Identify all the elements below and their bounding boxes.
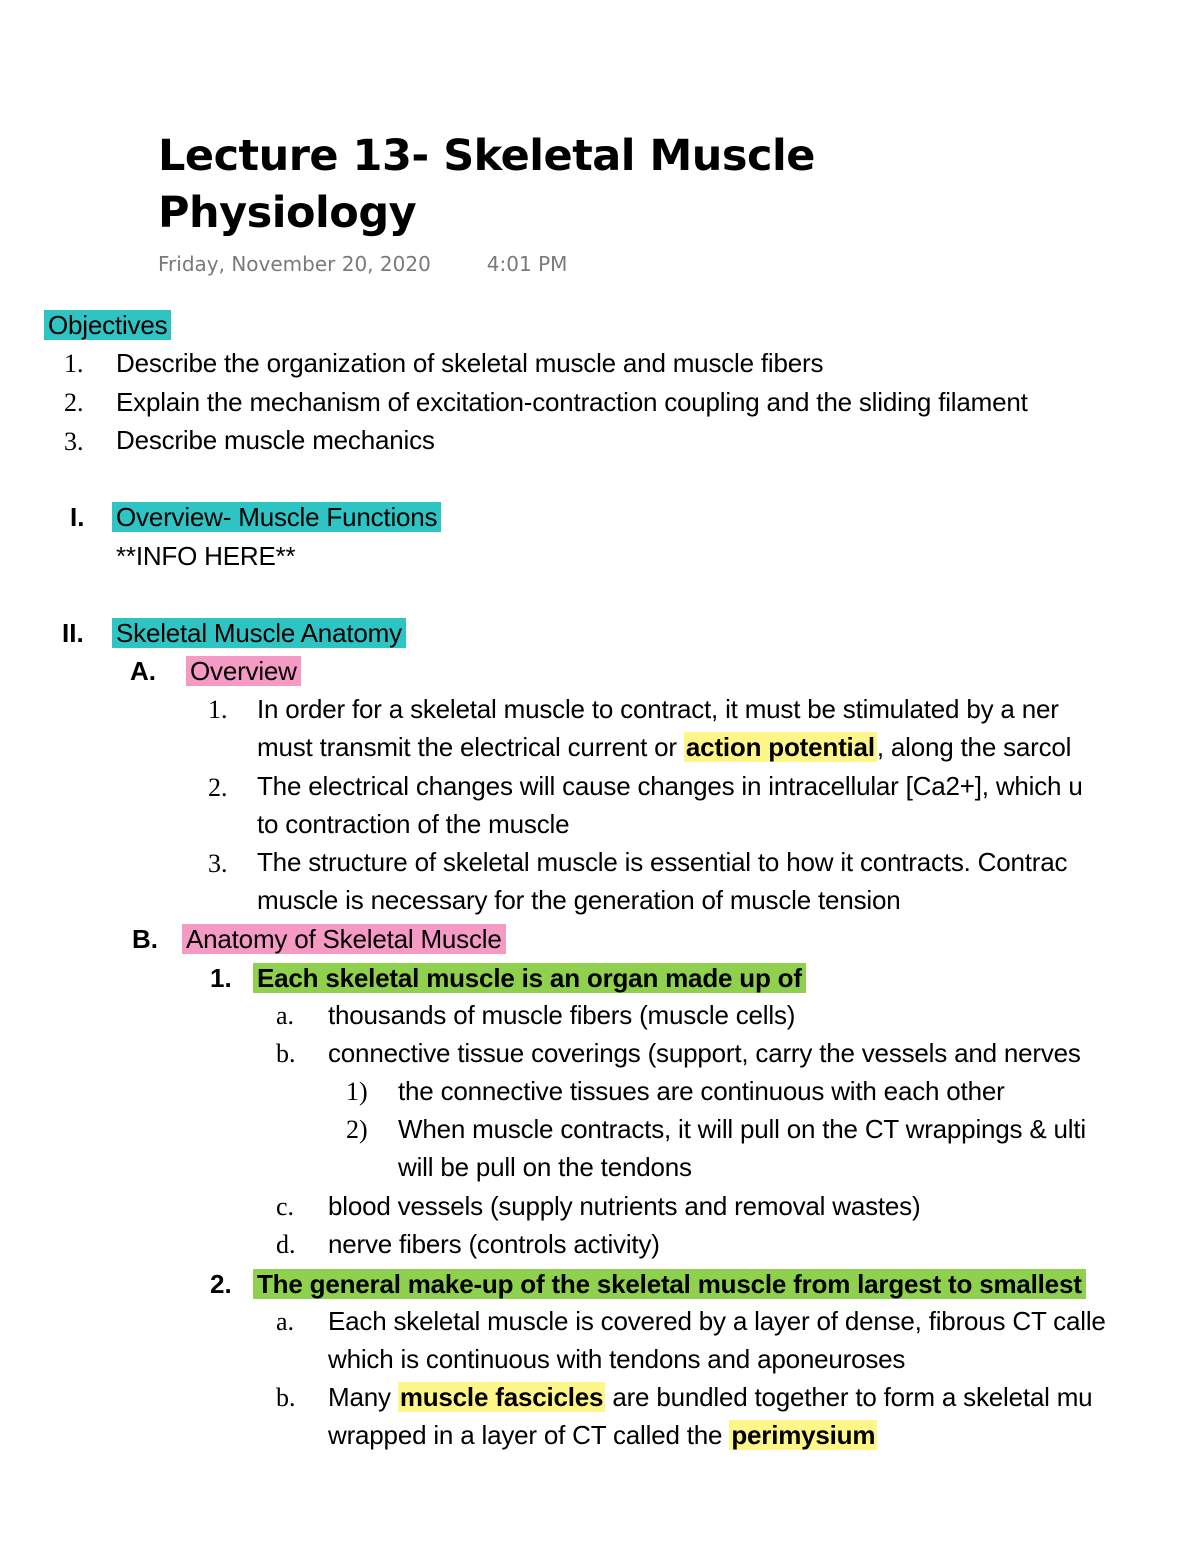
objectives-heading: Objectives [44, 306, 171, 344]
list-item-line: When muscle contracts, it will pull on the CT wrappings & ulti [398, 1114, 1086, 1144]
list-letter: a. [276, 1307, 295, 1336]
list-letter: d. [276, 1230, 296, 1259]
list-item-line: wrapped in a layer of CT called the perimysium [328, 1420, 876, 1450]
item-2-heading: The general make-up of the skeletal muscle from largest to smallest [253, 1265, 1086, 1303]
objective-item: Explain the mechanism of excitation-contraction coupling and the sliding filament [116, 387, 1028, 417]
objective-item: Describe muscle mechanics [116, 425, 435, 455]
objective-number: 1. [64, 349, 84, 378]
list-letter: a. [276, 1001, 295, 1030]
highlight-term: perimysium [731, 1420, 876, 1450]
subsection-letter: B. [132, 924, 158, 954]
list-item-line: thousands of muscle fibers (muscle cells) [328, 1000, 796, 1030]
list-item-line: which is continuous with tendons and aponeuroses [328, 1344, 906, 1374]
date-time [158, 252, 567, 276]
list-sub-number: 2) [346, 1115, 368, 1144]
list-item-line: must transmit the electrical current or action potential, along the sarcol [257, 732, 1072, 762]
list-number: 1. [210, 963, 232, 993]
list-item-line: the connective tissues are continuous with each other [398, 1076, 1005, 1106]
highlight-term: action potential [685, 732, 875, 762]
list-item-line: blood vessels (supply nutrients and removal wastes) [328, 1191, 921, 1221]
list-item-line: will be pull on the tendons [398, 1152, 692, 1182]
list-item-line: Many muscle fascicles are bundled together to form a skeletal mu [328, 1382, 1093, 1412]
title-line-2: Physiology [158, 188, 417, 238]
list-item-line: The structure of skeletal muscle is essential to how it contracts. Contrac [257, 847, 1068, 877]
section-2-heading: Skeletal Muscle Anatomy [112, 614, 406, 652]
subsection-b-heading: Anatomy of Skeletal Muscle [182, 920, 506, 958]
objective-number: 3. [64, 427, 84, 456]
list-item-line: The electrical changes will cause changes in intracellular [Ca2+], which u [257, 771, 1083, 801]
list-item-line: connective tissue coverings (support, carry the vessels and nerves [328, 1038, 1081, 1068]
item-1-heading: Each skeletal muscle is an organ made up of [253, 959, 806, 997]
section-1-body: **INFO HERE** [116, 541, 296, 571]
list-number: 2. [210, 1269, 232, 1299]
highlight-term: muscle fascicles [399, 1382, 604, 1412]
list-letter: b. [276, 1039, 296, 1068]
list-item-line: In order for a skeletal muscle to contract, it must be stimulated by a ner [257, 694, 1059, 724]
subsection-a-heading: Overview [186, 652, 301, 690]
objective-item: Describe the organization of skeletal muscle and muscle fibers [116, 348, 824, 378]
list-number: 1. [208, 695, 228, 724]
list-item-line: to contraction of the muscle [257, 809, 570, 839]
list-sub-number: 1) [346, 1077, 368, 1106]
list-item-line: Each skeletal muscle is covered by a layer of dense, fibrous CT calle [328, 1306, 1106, 1336]
list-letter: b. [276, 1383, 296, 1412]
date-text: Friday, November 20, 2020 [158, 252, 431, 276]
time-text: 4:01 PM [486, 252, 568, 276]
list-item-line: muscle is necessary for the generation of muscle tension [257, 885, 901, 915]
title-line-1: Lecture 13- Skeletal Muscle [158, 131, 815, 181]
list-number: 3. [208, 849, 228, 878]
objective-number: 2. [64, 388, 84, 417]
page-title [158, 128, 815, 242]
list-item-line: nerve fibers (controls activity) [328, 1229, 660, 1259]
section-number: I. [70, 502, 85, 532]
subsection-letter: A. [130, 656, 156, 686]
section-1-heading: Overview- Muscle Functions [112, 498, 441, 536]
section-number: II. [62, 618, 84, 648]
list-letter: c. [276, 1192, 295, 1221]
list-number: 2. [208, 773, 228, 802]
